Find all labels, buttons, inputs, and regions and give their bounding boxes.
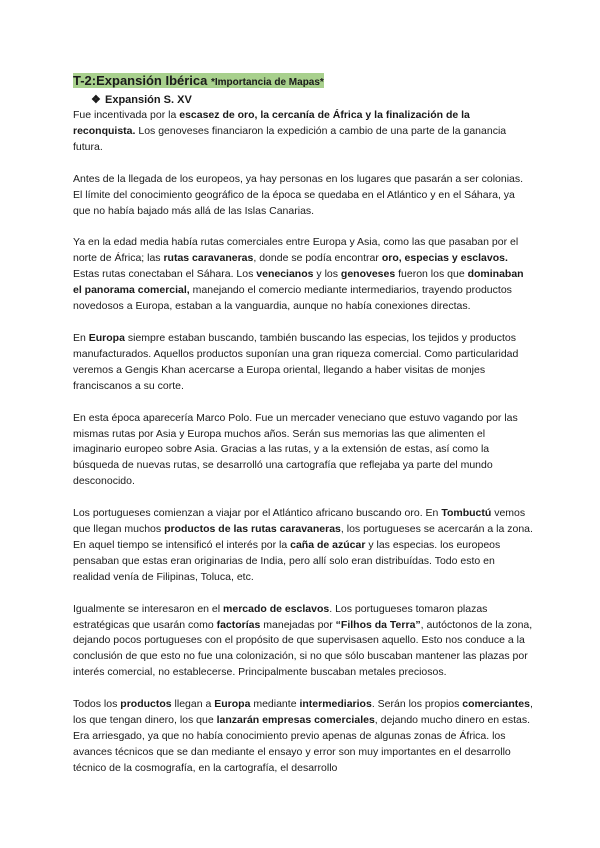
body-text (73, 108, 533, 777)
text-run: , donde se podía encontrar (253, 252, 382, 265)
paragraph (73, 411, 533, 491)
text-run: y las especias. los europeos pensaban que estas eran originarias de India, pero allí solo eran distribuídas. Todo esto en realidad venía de Filipinas, Toluca, etc. (73, 538, 501, 583)
text-run: , los que tengan dinero, los que (73, 698, 533, 727)
bold-text: escasez de oro, la cercanía de África y la finalización de la reconquista. (73, 109, 470, 137)
text-run: En (73, 331, 89, 344)
paragraph (73, 602, 533, 682)
text-run: Ya en la edad media había rutas comerciales entre Europa y Asia, como las que pasaban por el norte de África; las (73, 236, 519, 265)
text-run: fueron los que (395, 268, 468, 281)
text-run: Fue incentivada por la (73, 109, 180, 121)
text-run: . Serán los propios (371, 698, 463, 711)
bold-text: caña de azúcar (290, 538, 366, 551)
title-main: T-2:Expansión Ibérica (73, 73, 208, 88)
paragraph (73, 172, 533, 220)
bold-text: intermediarios (299, 698, 372, 711)
text-run: Estas rutas conectaban el Sáhara. Los (73, 268, 257, 281)
text-run: . Los portugueses tomaron plazas estratégicas que usarán como (73, 602, 488, 631)
bold-text: “Filhos da Terra” (335, 618, 421, 631)
text-run: En esta época aparecería Marco Polo. Fue un mercader veneciano que estuvo vagando por las mismas rutas por Asia y Europa muchos años. Serán sus memorias las que alimenten el imaginario europeo sobre Asia. Gracias a las rutas, y a la extensión de estas, así como la búsqueda de nuevas rutas, se desarrolló una cartografía que reflejaba ya parte del mundo desconocido. (73, 411, 518, 488)
text-run: manejando el comercio mediante intermediarios, trayendo productos novedosos a Europa, estaban a la vanguardia, aunque no había conexiones directas. (73, 284, 512, 313)
bold-text: venecianos (256, 268, 314, 281)
page-title (73, 72, 533, 91)
text-run: siempre estaban buscando, también buscando las especias, los tejidos y productos manufacturados. Aquellos productos suponían una gran riqueza comercial. Como particularidad veremos a Gengis Khan acercarse a Europa oriental, llegando a haber visitas de monjes franciscanos a su corte. (73, 331, 519, 392)
text-run: Todos los (73, 698, 121, 711)
bold-text: productos de las rutas caravaneras (164, 523, 341, 536)
text-run: vemos que llegan muchos (73, 507, 526, 536)
bold-text: Europa (88, 331, 125, 344)
text-run: manejadas por (260, 618, 336, 631)
paragraph (73, 331, 533, 395)
title-subtitle: *Importancia de Mapas* (211, 77, 324, 88)
text-run: mediante (250, 698, 300, 711)
text-run: Los genoveses financiaron la expedición a cambio de una parte de la ganancia futura. (73, 124, 507, 153)
bold-text: dominaban el panorama comercial, (73, 268, 524, 297)
paragraph (73, 108, 533, 156)
text-run: , dejando mucho dinero en estas. Era arriesgado, ya que no había conocimiento previo apenas de algunas zonas de África. los avances técnicos que se dan mediante el ensayo y error son muy importantes en el desarrollo técnico de la cosmografía, en la cartografía, el desarrollo (73, 714, 531, 774)
bold-text: mercado de esclavos (223, 602, 330, 615)
bold-text: oro, especias y esclavos. (381, 252, 508, 265)
text-run: llegan a (171, 698, 215, 711)
bold-text: productos (120, 698, 172, 711)
section-heading (91, 92, 533, 108)
text-run: Antes de la llegada de los europeos, ya hay personas en los lugares que pasarán a ser colonias. El límite del conocimiento geográfico de la época se quedaba en el Atlántico y en el Sáhara, ya que no había bajado más allá de las Islas Canarias. (73, 172, 524, 217)
bold-text: lanzarán empresas comerciales (216, 714, 375, 727)
bold-text: comerciantes (462, 698, 530, 711)
section-label: Expansión S. XV (105, 94, 192, 106)
text-run: Igualmente se interesaron en el (73, 602, 224, 615)
bold-text: rutas caravaneras (163, 252, 254, 265)
paragraph (73, 235, 533, 315)
text-run: y los (313, 268, 341, 281)
document-page (73, 72, 533, 793)
bold-text: Europa (214, 698, 251, 711)
paragraph (73, 697, 533, 777)
text-run: Los portugueses comienzan a viajar por el Atlántico africano buscando oro. En (73, 507, 442, 520)
bold-text: genoveses (340, 268, 396, 281)
bold-text: factorías (216, 618, 261, 631)
text-run: , autóctonos de la zona, dejando pocos portugueses con el propósito de que supervisasen aquello. Esto nos conduce a la conclusión de que esto no fue una colonización, si no que sólo buscaban mantener las plazas por interés comercial, no establecerse. Principalmente buscaban metales preciosos. (73, 618, 533, 679)
title-highlight (73, 73, 324, 88)
text-run: , los portugueses se acercarán a la zona. En aquel tiempo se intensificó el interés por la (73, 523, 533, 551)
bold-text: Tombuctú (441, 507, 492, 520)
paragraph (73, 506, 533, 586)
diamond-bullet-icon: ❖ (91, 94, 101, 106)
